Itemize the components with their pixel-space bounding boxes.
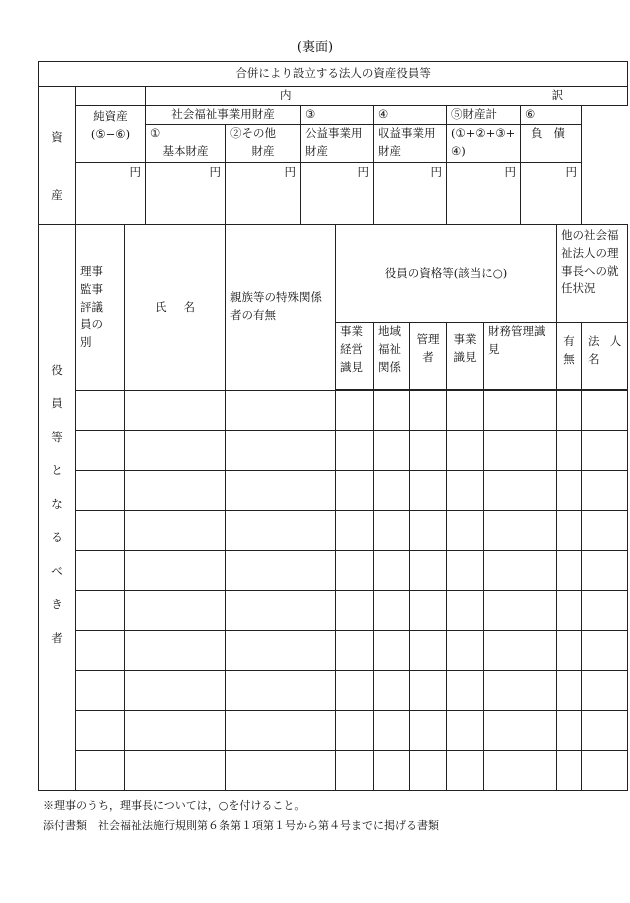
corp-name-cell[interactable] — [582, 391, 628, 431]
name-cell[interactable] — [125, 431, 226, 471]
total-formula: (①+②+③+ — [451, 126, 516, 140]
yesno-cell[interactable] — [557, 471, 582, 511]
qual-cell-3[interactable] — [410, 591, 447, 631]
liabilities-b: 債 — [553, 126, 565, 140]
total-formula-cell — [447, 125, 521, 163]
name-cell[interactable] — [125, 551, 226, 591]
name-cell[interactable] — [125, 391, 226, 431]
other-assets-suffix: 財産 — [251, 143, 275, 158]
assets-label-2: 産 — [51, 187, 63, 202]
name-cell[interactable] — [125, 511, 226, 551]
liabilities-header — [521, 125, 582, 163]
qual-cell-2[interactable] — [374, 751, 410, 791]
officer-row — [39, 711, 628, 751]
corp-name-a: 法 — [588, 334, 600, 348]
role-cell[interactable] — [76, 631, 125, 671]
yesno-cell[interactable] — [557, 511, 582, 551]
role-cell[interactable] — [76, 511, 125, 551]
qual-cell-5[interactable] — [484, 591, 557, 631]
qual-cell-4[interactable] — [447, 551, 484, 591]
liabilities-num: ⑥ — [521, 106, 582, 125]
breakdown-header — [146, 87, 628, 106]
merger-form-table — [38, 61, 628, 791]
other-assets-header — [226, 125, 301, 163]
net-assets-header — [76, 106, 146, 163]
qual-cell-1[interactable] — [336, 591, 374, 631]
officer-row — [39, 431, 628, 471]
qual-cell-2[interactable] — [374, 471, 410, 511]
relation-cell[interactable] — [226, 551, 336, 591]
name-cell[interactable] — [125, 591, 226, 631]
concurrent-header: 他の社会福祉法人の理事長への就任状況 — [557, 225, 628, 323]
role-cell[interactable] — [76, 671, 125, 711]
officer-row — [39, 671, 628, 711]
qual-cell-2[interactable] — [374, 671, 410, 711]
relation-cell[interactable] — [226, 631, 336, 671]
concurrent-yesno: 有無 — [557, 323, 582, 390]
role-type-header — [76, 225, 125, 391]
relation-cell[interactable] — [226, 591, 336, 631]
public-interest-header — [301, 125, 374, 163]
qual-cell-1[interactable] — [336, 511, 374, 551]
qual-cell-2[interactable] — [374, 631, 410, 671]
role-cell[interactable] — [76, 391, 125, 431]
public-interest-num: ③ — [301, 106, 374, 125]
yesno-cell[interactable] — [557, 751, 582, 791]
officers-label-4: と — [51, 463, 63, 478]
other-assets-yen: 円 — [226, 163, 301, 225]
total-formula-2: ④) — [451, 143, 466, 158]
footer-attachments: 添付書類 社会福祉法施行規則第６条第１項第１号から第４号までに掲げる書類 — [43, 819, 439, 832]
net-assets-formula: (⑤−⑥) — [90, 126, 131, 141]
yesno-cell[interactable] — [557, 671, 582, 711]
officers-label-2: 員 — [51, 396, 63, 411]
breakdown-left: 内 — [280, 88, 292, 103]
qual-cell-5[interactable] — [484, 471, 557, 511]
profit-label: 収益事業用 — [378, 126, 436, 140]
other-assets-label: ②その他 — [230, 126, 276, 140]
qual-col-1: 事業経営識見 — [336, 323, 374, 390]
qual-cell-4[interactable] — [447, 591, 484, 631]
role-cell[interactable] — [76, 591, 125, 631]
officers-label-1: 役 — [51, 362, 63, 377]
qual-cell-1[interactable] — [336, 551, 374, 591]
qual-cell-5[interactable] — [484, 751, 557, 791]
relation-cell[interactable] — [226, 511, 336, 551]
officers-label-3: 等 — [51, 429, 63, 444]
net-assets-label: 純資産 — [93, 109, 128, 123]
corp-name-cell[interactable] — [582, 471, 628, 511]
corp-name-b: 人 — [609, 334, 622, 348]
corp-name-cell[interactable] — [582, 711, 628, 751]
officer-row — [39, 471, 628, 511]
profit-yen: 円 — [374, 163, 447, 225]
breakdown-right: 訳 — [551, 88, 564, 103]
officers-label-8: き — [51, 597, 63, 612]
public-interest-suffix: 財産 — [305, 143, 328, 158]
qual-cell-4[interactable] — [447, 431, 484, 471]
qual-cell-3[interactable] — [410, 711, 447, 751]
qual-cell-1[interactable] — [336, 671, 374, 711]
total-yen: 円 — [447, 163, 521, 225]
name-cell[interactable] — [125, 751, 226, 791]
table-title: 合併により設立する法人の資産役員等 — [39, 62, 628, 87]
qual-col-2: 地域福祉関係 — [374, 323, 410, 390]
qual-col-4: 事業識見 — [447, 323, 484, 390]
qual-col-5: 財務管理識見 — [484, 323, 557, 390]
yesno-cell[interactable] — [557, 431, 582, 471]
qualification-header: 役員の資格等(該当に○) — [336, 225, 557, 323]
relation-cell[interactable] — [226, 471, 336, 511]
qual-cell-3[interactable] — [410, 391, 447, 431]
corp-name-c: 名 — [588, 351, 600, 366]
name-cell[interactable] — [125, 631, 226, 671]
corp-name-cell[interactable] — [582, 671, 628, 711]
profit-suffix: 財産 — [378, 143, 401, 158]
qual-cell-3[interactable] — [410, 751, 447, 791]
qual-cell-1[interactable] — [336, 391, 374, 431]
qual-cell-2[interactable] — [374, 431, 410, 471]
footer-note: ※理事のうち，理事長については，○を付けること。 — [43, 799, 306, 812]
officers-section-label — [39, 225, 76, 791]
role-cell[interactable] — [76, 751, 125, 791]
qual-cell-1[interactable] — [336, 711, 374, 751]
qual-cell-1[interactable] — [336, 631, 374, 671]
corp-name-cell[interactable] — [582, 751, 628, 791]
qual-cell-1[interactable] — [336, 751, 374, 791]
relation-cell[interactable] — [226, 751, 336, 791]
officers-label-7: べ — [51, 563, 63, 578]
qual-cell-4[interactable] — [447, 751, 484, 791]
qual-cell-3[interactable] — [410, 511, 447, 551]
qual-cell-4[interactable] — [447, 511, 484, 551]
role-type-3: 評議 — [80, 299, 103, 314]
qual-cell-4[interactable] — [447, 471, 484, 511]
net-assets-yen: 円 — [76, 163, 146, 225]
qual-cell-3[interactable] — [410, 551, 447, 591]
qual-cell-2[interactable] — [374, 551, 410, 591]
officer-row — [39, 591, 628, 631]
officer-row — [39, 751, 628, 791]
officers-label-9: 者 — [51, 630, 63, 645]
relation-cell[interactable] — [226, 391, 336, 431]
blank-cell — [76, 87, 146, 106]
yesno-cell[interactable] — [557, 631, 582, 671]
qual-cell-2[interactable] — [374, 591, 410, 631]
relation-header: 親族等の特殊関係者の有無 — [226, 225, 336, 391]
role-cell[interactable] — [76, 431, 125, 471]
relation-cell[interactable] — [226, 671, 336, 711]
officer-row — [39, 511, 628, 551]
officers-label-6: る — [51, 530, 63, 545]
qual-cell-5[interactable] — [484, 511, 557, 551]
qual-col-3: 管理者 — [410, 323, 447, 390]
role-type-2: 監事 — [80, 281, 103, 296]
name-b: 名 — [183, 300, 195, 314]
qual-cell-5[interactable] — [484, 391, 557, 431]
qual-cell-2[interactable] — [374, 711, 410, 751]
public-interest-label: 公益事業用 — [305, 126, 363, 140]
qual-cell-4[interactable] — [447, 671, 484, 711]
role-cell[interactable] — [76, 551, 125, 591]
qual-cell-2[interactable] — [374, 391, 410, 431]
qual-cell-3[interactable] — [410, 671, 447, 711]
role-type-4: 員の — [80, 317, 103, 332]
qual-cell-3[interactable] — [410, 471, 447, 511]
concurrent-corp-name — [582, 323, 628, 390]
basic-assets-num: ① — [150, 126, 161, 140]
officer-row — [39, 391, 628, 431]
welfare-assets-header: 社会福祉事業用財産 — [146, 106, 301, 125]
relation-cell[interactable] — [226, 431, 336, 471]
name-cell[interactable] — [125, 471, 226, 511]
qual-cell-5[interactable] — [484, 551, 557, 591]
profit-header — [374, 125, 447, 163]
liabilities-a: 負 — [531, 126, 543, 140]
corp-name-cell[interactable] — [582, 431, 628, 471]
corp-name-cell[interactable] — [582, 551, 628, 591]
qual-cell-3[interactable] — [410, 631, 447, 671]
officers-label-5: な — [51, 496, 63, 511]
qual-cell-5[interactable] — [484, 631, 557, 671]
role-cell[interactable] — [76, 711, 125, 751]
qual-cell-4[interactable] — [447, 711, 484, 751]
role-cell[interactable] — [76, 471, 125, 511]
name-a: 氏 — [155, 300, 167, 314]
relation-cell[interactable] — [226, 711, 336, 751]
role-type-1: 理事 — [80, 264, 103, 278]
name-cell[interactable] — [125, 671, 226, 711]
public-interest-yen: 円 — [301, 163, 374, 225]
name-cell[interactable] — [125, 711, 226, 751]
qual-cell-3[interactable] — [410, 431, 447, 471]
qual-cell-5[interactable] — [484, 711, 557, 751]
role-type-5: 別 — [80, 335, 92, 350]
basic-assets-header — [146, 125, 226, 163]
basic-assets-label: 基本財産 — [162, 143, 209, 158]
officer-row — [39, 551, 628, 591]
corp-name-cell[interactable] — [582, 591, 628, 631]
yesno-cell[interactable] — [557, 551, 582, 591]
page-title: (裏面) — [296, 40, 334, 55]
yesno-cell[interactable] — [557, 591, 582, 631]
total-header: ⑤財産計 — [447, 106, 521, 125]
liabilities-yen: 円 — [521, 163, 582, 225]
corp-name-cell[interactable] — [582, 631, 628, 671]
basic-assets-yen: 円 — [146, 163, 226, 225]
assets-label-1: 資 — [51, 130, 63, 144]
qual-cell-5[interactable] — [484, 431, 557, 471]
qual-cell-1[interactable] — [336, 471, 374, 511]
profit-num: ④ — [374, 106, 447, 125]
qual-cell-5[interactable] — [484, 671, 557, 711]
qual-cell-4[interactable] — [447, 391, 484, 431]
assets-section-label — [39, 87, 76, 225]
officer-row — [39, 631, 628, 671]
corp-name-cell[interactable] — [582, 511, 628, 551]
qual-cell-2[interactable] — [374, 511, 410, 551]
qual-cell-1[interactable] — [336, 431, 374, 471]
yesno-cell[interactable] — [557, 391, 582, 431]
name-header — [125, 225, 226, 391]
qual-cell-4[interactable] — [447, 631, 484, 671]
yesno-cell[interactable] — [557, 711, 582, 751]
